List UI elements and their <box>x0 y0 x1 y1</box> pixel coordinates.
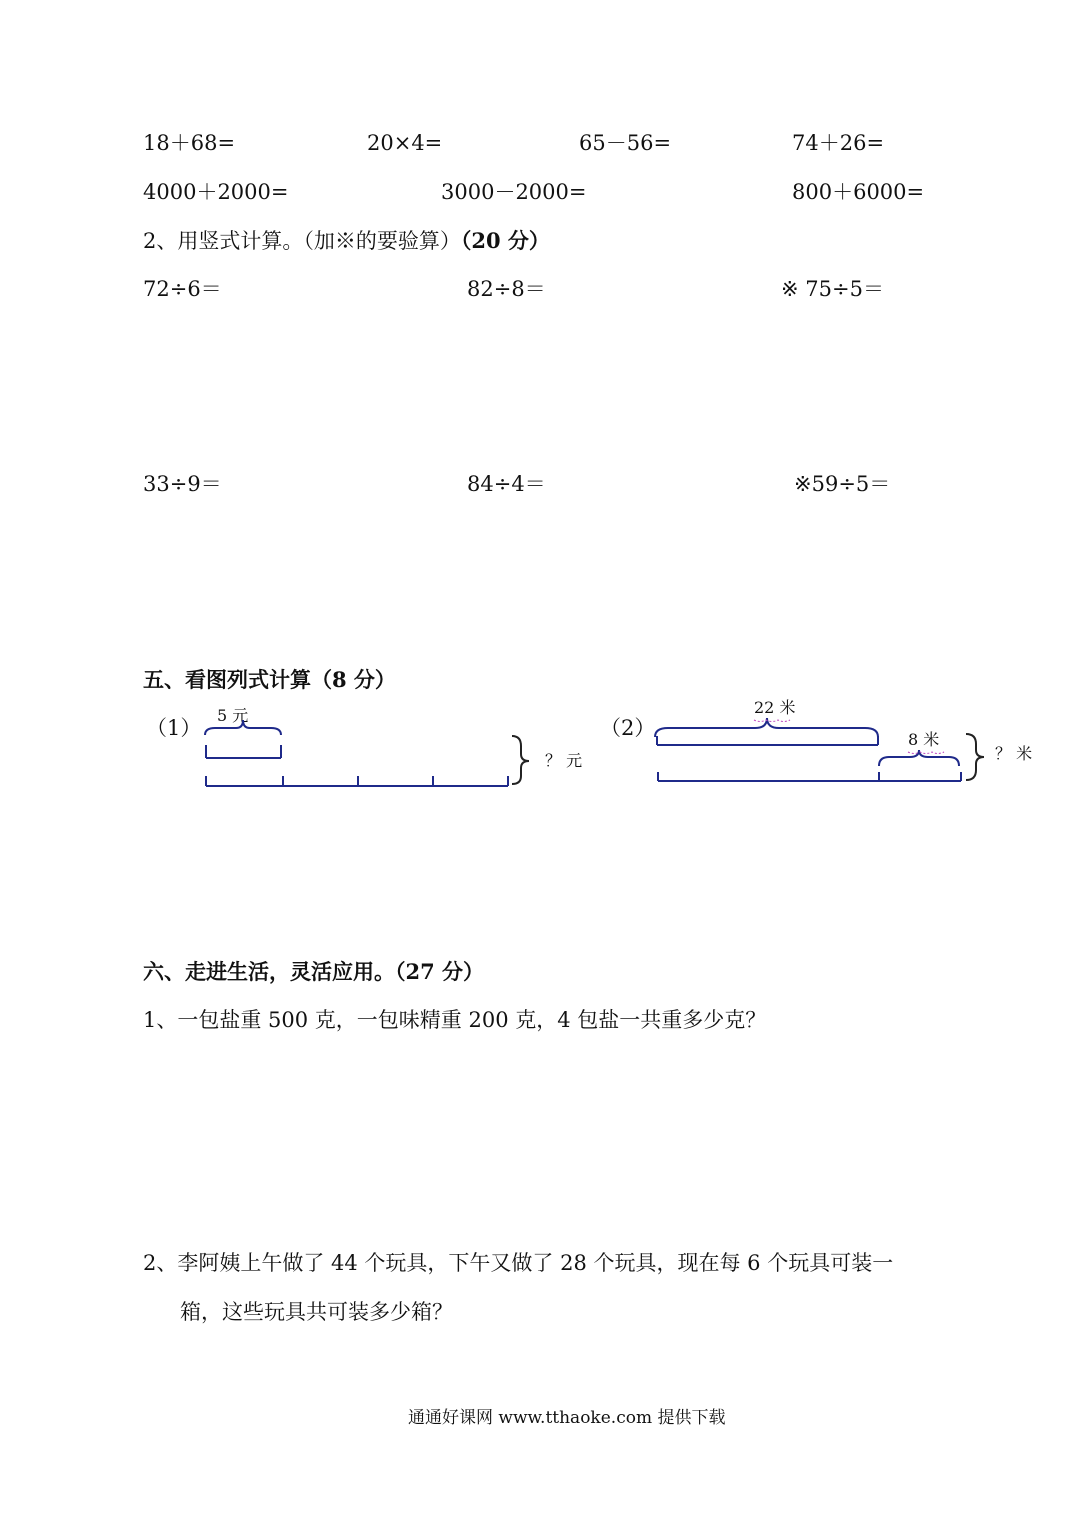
question-2-line1: 2、李阿姨上午做了 44 个玩具，下午又做了 28 个玩具，现在每 6 个玩具可装一 <box>143 1251 894 1275</box>
section6-title: 六、走进生活，灵活应用。（27 分） <box>143 959 485 984</box>
vertical-problem-5: 84÷4＝ <box>467 472 546 496</box>
fig2-label: （2） <box>600 716 656 740</box>
fig1-right-label: ？ 元 <box>545 751 583 770</box>
vertical-problem-6: ※59÷5＝ <box>794 472 891 496</box>
vertical-problem-4: 33÷9＝ <box>143 472 222 496</box>
fig1-top-label: 5 元 <box>217 706 249 725</box>
footer-credit: 通通好课网 www.tthaoke.com 提供下载 <box>408 1408 726 1428</box>
fig2-mid-label: 8 米 <box>908 730 940 749</box>
vertical-problem-1: 72÷6＝ <box>143 277 222 301</box>
mental-problem-2: 20×4= <box>367 131 443 155</box>
fig2-top-label: 22 米 <box>754 698 796 717</box>
question-2-line2: 箱，这些玩具共可装多少箱？ <box>180 1300 453 1324</box>
fig2-right-label: ？ 米 <box>995 744 1033 763</box>
fig2-mid-brace <box>879 750 959 766</box>
vertical-calc-score: （20 分） <box>460 228 550 253</box>
section5-title: 五、看图列式计算（8 分） <box>143 667 396 692</box>
question-1: 1、一包盐重 500 克，一包味精重 200 克，4 包盐一共重多少克？ <box>143 1008 767 1032</box>
mental-problem-6: 3000－2000= <box>441 180 587 204</box>
mental-problem-5: 4000＋2000= <box>143 180 289 204</box>
vertical-problem-3: ※ 75÷5＝ <box>781 277 884 301</box>
vertical-calc-heading-text: 2、用竖式计算。（加※的要验算） <box>143 229 461 253</box>
fig2-top-brace <box>655 718 878 737</box>
vertical-problem-2: 82÷8＝ <box>467 277 546 301</box>
fig1-label: （1） <box>146 716 202 740</box>
mental-problem-7: 800＋6000= <box>792 180 925 204</box>
fig2-right-brace <box>966 734 984 780</box>
mental-problem-4: 74＋26= <box>792 131 885 155</box>
mental-problem-3: 65－56= <box>579 131 672 155</box>
mental-problem-1: 18＋68= <box>143 131 236 155</box>
